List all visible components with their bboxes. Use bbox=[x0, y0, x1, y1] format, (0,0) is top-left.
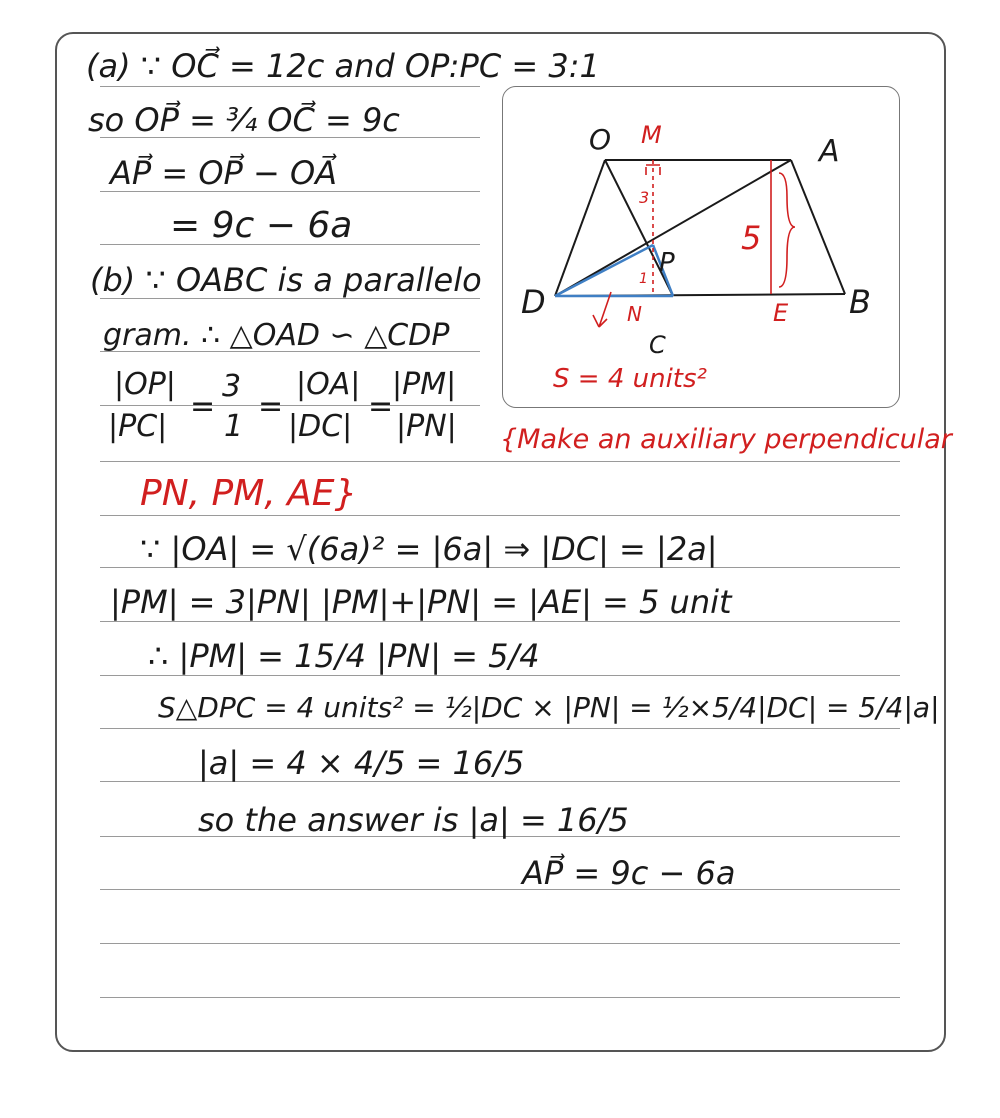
label-e: E bbox=[773, 299, 789, 327]
line-do bbox=[555, 160, 605, 296]
ruled-line bbox=[100, 405, 480, 406]
frac-dc-den: |DC| bbox=[288, 409, 353, 444]
line-a3: AP⃗ = OP⃗ − OA⃗ bbox=[110, 154, 338, 192]
ruled-line bbox=[100, 728, 900, 729]
ruled-line bbox=[100, 997, 900, 998]
line-a1: (a) ∵ OC⃗ = 12c and OP:PC = 3:1 bbox=[86, 47, 600, 85]
label-n: N bbox=[627, 302, 642, 326]
diagram-svg bbox=[503, 87, 901, 409]
triangle-dpc bbox=[555, 245, 673, 296]
line-c7: AP⃗ = 9c − 6a bbox=[522, 854, 736, 892]
line-b1: (b) ∵ OABC is a parallelo bbox=[90, 261, 482, 299]
aux-note-line1: {Make an auxiliary perpendicular bbox=[500, 424, 952, 455]
equals-sign: = bbox=[190, 389, 216, 424]
label-p: P bbox=[659, 248, 675, 278]
brace-ae bbox=[779, 173, 795, 287]
label-area: S = 4 units² bbox=[553, 364, 707, 394]
label-d: D bbox=[521, 283, 546, 321]
frac-3-num: 3 bbox=[222, 369, 242, 404]
line-c3: ∴ |PM| = 15/4 |PN| = 5/4 bbox=[148, 637, 540, 675]
label-m: M bbox=[641, 121, 662, 149]
figure-lines bbox=[555, 160, 845, 296]
line-c6: so the answer is |a| = 16/5 bbox=[198, 801, 629, 839]
auxiliary-lines bbox=[593, 160, 795, 327]
ruled-line bbox=[100, 621, 900, 622]
frac-oa-num: |OA| bbox=[296, 367, 361, 402]
ruled-line bbox=[100, 943, 900, 944]
equals-sign: = bbox=[368, 389, 394, 424]
line-a4: = 9c − 6a bbox=[170, 205, 353, 246]
label-three: 3 bbox=[639, 188, 650, 207]
frac-op-num: |OP| bbox=[114, 367, 176, 402]
aux-note-line2: PN, PM, AE} bbox=[140, 473, 358, 514]
line-c5: |a| = 4 × 4/5 = 16/5 bbox=[198, 744, 525, 782]
geometry-diagram bbox=[502, 86, 900, 408]
frac-3-den: 1 bbox=[224, 409, 244, 444]
frac-pn-den: |PN| bbox=[396, 409, 457, 444]
label-b: B bbox=[849, 283, 871, 321]
ruled-line bbox=[100, 86, 480, 87]
line-c4: S△DPC = 4 units² = ½|DC × |PN| = ½×5/4|DC| = 5/4|a| bbox=[158, 691, 940, 724]
label-a: A bbox=[819, 134, 840, 169]
ruled-line bbox=[100, 889, 900, 890]
label-c: C bbox=[649, 331, 666, 359]
label-o: O bbox=[589, 123, 612, 156]
label-five: 5 bbox=[741, 219, 762, 257]
line-ab bbox=[791, 160, 845, 294]
frac-pm-num: |PM| bbox=[392, 367, 457, 402]
ruled-line bbox=[100, 675, 900, 676]
line-b2: gram. ∴ △OAD ∽ △CDP bbox=[103, 318, 450, 353]
frac-op-den: |PC| bbox=[108, 409, 168, 444]
equals-sign: = bbox=[258, 389, 284, 424]
label-one: 1 bbox=[639, 271, 648, 287]
line-c2: |PM| = 3|PN| |PM|+|PN| = |AE| = 5 unit bbox=[110, 583, 732, 621]
ruled-line bbox=[100, 515, 900, 516]
diagram-labels bbox=[521, 121, 871, 394]
line-c1: ∵ |OA| = √(6a)² = |6a| ⇒ |DC| = |2a| bbox=[140, 530, 718, 568]
line-a2: so OP⃗ = ¾ OC⃗ = 9c bbox=[88, 101, 400, 139]
ruled-line bbox=[100, 461, 900, 462]
